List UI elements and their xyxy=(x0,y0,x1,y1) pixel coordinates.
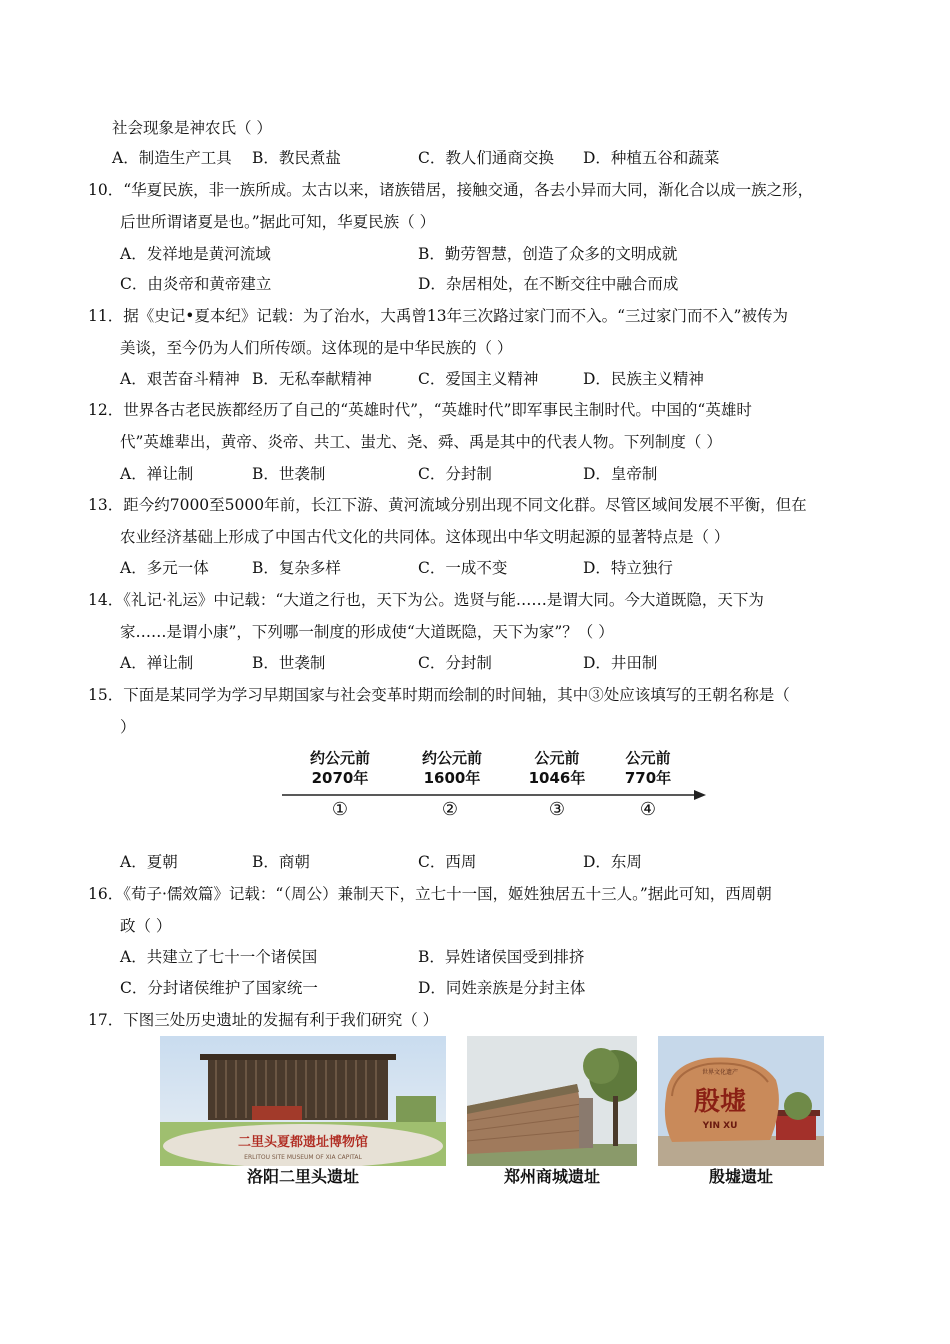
q16-stem-line2: 政（ ） xyxy=(120,917,172,935)
q14-option-a: A．禅让制 xyxy=(120,654,194,672)
q10-stem-line2: 后世所谓诸夏是也。”据此可知，华夏民族（ ） xyxy=(120,213,436,231)
q15-stem-line2: ） xyxy=(120,718,136,736)
timeline-label-3-bottom: 1046年 xyxy=(528,769,586,787)
q9-option-c: C．教人们通商交换 xyxy=(418,149,554,167)
timeline-label-4-top: 公元前 xyxy=(625,749,671,767)
q11-option-a: A．艰苦奋斗精神 xyxy=(120,370,240,388)
q13-stem-line2: 农业经济基础上形成了中国古代文化的共同体。这体现出中华文明起源的显著特点是（ ） xyxy=(120,528,730,546)
q10-option-c: C．由炎帝和黄帝建立 xyxy=(120,275,272,293)
photo-zhengzhou-caption: 郑州商城遗址 xyxy=(503,1167,600,1186)
q11-option-b: B．无私奉献精神 xyxy=(252,370,372,388)
q15-option-c: C．西周 xyxy=(418,853,477,871)
q14-option-c: C．分封制 xyxy=(418,654,492,672)
q9-option-a: A．制造生产工具 xyxy=(112,149,232,167)
photo-yinxu xyxy=(658,1036,824,1166)
photo-zhengzhou-illustration xyxy=(467,1036,637,1166)
timeline-label-2-bottom: 1600年 xyxy=(423,769,481,787)
q13-stem-line1: 13．距今约7000至5000年前，长江下游、黄河流域分别出现不同文化群。尽管区域间发展不平衡，但在 xyxy=(88,496,807,514)
timeline-label-1-top: 约公元前 xyxy=(309,749,371,767)
timeline-mark-3: ③ xyxy=(548,799,566,820)
q16-stem-line1: 16．《荀子·儒效篇》记载：“（周公）兼制天下，立七十一国，姬姓独居五十三人。”据此可知，西周朝 xyxy=(88,885,772,903)
q12-option-a: A．禅让制 xyxy=(120,465,194,483)
photo-yinxu-caption: 殷墟遗址 xyxy=(708,1167,773,1186)
erlitou-sign-text: 二里头夏都遗址博物馆 xyxy=(237,1135,369,1150)
q13-option-d: D．特立独行 xyxy=(583,559,673,577)
timeline-mark-4: ④ xyxy=(639,799,657,820)
q16-option-c: C．分封诸侯维护了国家统一 xyxy=(120,979,318,997)
yinxu-stone-pinyin: YIN XU xyxy=(702,1121,738,1131)
q14-option-b: B．世袭制 xyxy=(252,654,326,672)
erlitou-sign-english: ERLITOU SITE MUSEUM OF XIA CAPITAL xyxy=(244,1154,362,1161)
photo-erlitou xyxy=(160,1036,446,1166)
q12-option-c: C．分封制 xyxy=(418,465,492,483)
q10-option-d: D．杂居相处，在不断交往中融合而成 xyxy=(418,275,679,293)
q12-option-b: B．世袭制 xyxy=(252,465,326,483)
q12-stem-line1: 12．世界各古老民族都经历了自己的“英雄时代”，“英雄时代”即军事民主制时代。中国的“英雄时 xyxy=(88,401,752,419)
q16-option-b: B．异姓诸侯国受到排挤 xyxy=(418,948,585,966)
q9-stem-continued: 社会现象是神农氏（ ） xyxy=(112,119,272,137)
q11-option-c: C．爱国主义精神 xyxy=(418,370,539,388)
q11-option-d: D．民族主义精神 xyxy=(583,370,704,388)
q15-option-d: D．东周 xyxy=(583,853,642,871)
timeline-mark-1: ① xyxy=(331,799,349,820)
q10-stem-line1: 10．“华夏民族，非一族所成。太古以来，诸族错居，接触交通，各去小异而大同，渐化合以成一族之形， xyxy=(88,181,814,199)
timeline-label-1-bottom: 2070年 xyxy=(311,769,369,787)
yinxu-stone-text: 殷墟 xyxy=(693,1087,747,1117)
q9-option-b: B．教民煮盐 xyxy=(252,149,341,167)
q10-option-a: A．发祥地是黄河流域 xyxy=(120,245,271,263)
timeline-label-3-top: 公元前 xyxy=(534,749,580,767)
q17-stem: 17．下图三处历史遗址的发掘有利于我们研究（ ） xyxy=(88,1011,439,1029)
photo-yinxu-illustration xyxy=(658,1036,824,1166)
q12-option-d: D．皇帝制 xyxy=(583,465,658,483)
q15-option-a: A．夏朝 xyxy=(120,853,178,871)
q9-option-d: D．种植五谷和蔬菜 xyxy=(583,149,720,167)
q15-stem-line1: 15．下面是某同学为学习早期国家与社会变革时期而绘制的时间轴，其中③处应该填写的王朝名称是（ xyxy=(88,686,790,704)
q16-option-d: D．同姓亲族是分封主体 xyxy=(418,979,586,997)
timeline-label-2-top: 约公元前 xyxy=(421,749,483,767)
q13-option-c: C．一成不变 xyxy=(418,559,508,577)
q14-stem-line1: 14．《礼记·礼运》中记载：“大道之行也，天下为公。选贤与能……是谓大同。今大道既隐，天下为 xyxy=(88,591,764,609)
q13-option-b: B．复杂多样 xyxy=(252,559,341,577)
timeline-label-4-bottom: 770年 xyxy=(624,769,672,787)
timeline-arrow-icon xyxy=(694,790,706,800)
q14-option-d: D．井田制 xyxy=(583,654,658,672)
q12-stem-line2: 代”英雄辈出，黄帝、炎帝、共工、蚩尤、尧、舜、禹是其中的代表人物。下列制度（ ） xyxy=(120,433,722,451)
q11-stem-line1: 11．据《史记•夏本纪》记载：为了治水，大禹曾13年三次路过家门而不入。“三过家门而不入”被传为 xyxy=(88,307,788,325)
timeline-figure xyxy=(278,740,718,830)
yinxu-heritage-text: 世界文化遗产 xyxy=(701,1069,739,1076)
q16-option-a: A．共建立了七十一个诸侯国 xyxy=(120,948,318,966)
photo-erlitou-illustration xyxy=(160,1036,446,1166)
q13-option-a: A．多元一体 xyxy=(120,559,209,577)
q15-option-b: B．商朝 xyxy=(252,853,310,871)
timeline-mark-2: ② xyxy=(441,799,459,820)
photo-zhengzhou xyxy=(467,1036,637,1166)
q10-option-b: B．勤劳智慧，创造了众多的文明成就 xyxy=(418,245,678,263)
q14-stem-line2: 家……是谓小康”，下列哪一制度的形成使“大道既隐，天下为家”？（ ） xyxy=(120,623,614,641)
q11-stem-line2: 美谈，至今仍为人们所传颂。这体现的是中华民族的（ ） xyxy=(120,339,513,357)
photo-erlitou-caption: 洛阳二里头遗址 xyxy=(246,1167,359,1186)
